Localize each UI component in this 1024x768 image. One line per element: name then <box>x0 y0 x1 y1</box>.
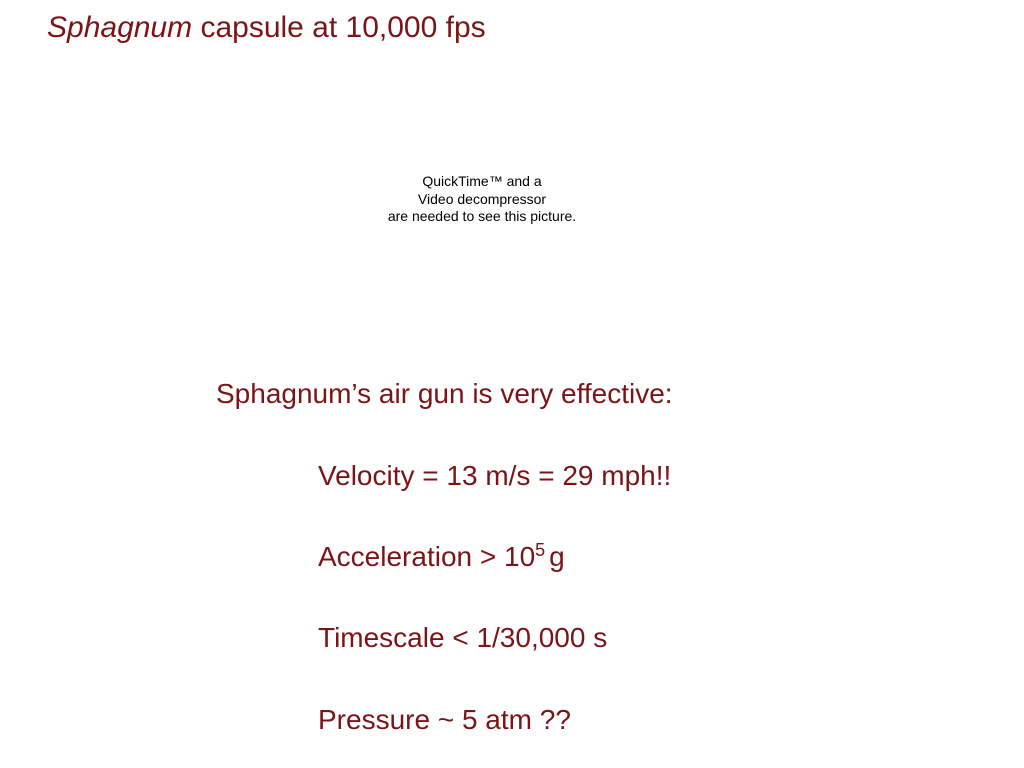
acceleration-fact <box>318 537 565 577</box>
quicktime-placeholder <box>332 173 632 226</box>
velocity-fact: Velocity = 13 m/s = 29 mph!! <box>318 460 672 491</box>
placeholder-line-2: Video decompressor <box>417 190 547 207</box>
slide-title <box>47 8 486 48</box>
placeholder-line-3: are needed to see this picture. <box>387 208 577 224</box>
pressure-fact: Pressure ~ 5 atm ?? <box>318 704 571 735</box>
title-italic-word: Sphagnum <box>47 11 193 44</box>
acceleration-unit: g <box>549 541 565 572</box>
air-gun-heading: Sphagnum’s air gun is very effective: <box>216 378 673 409</box>
timescale-fact: Timescale < 1/30,000 s <box>318 622 608 653</box>
acceleration-exponent: 5 <box>535 540 546 560</box>
placeholder-line-1: QuickTime™ and a <box>422 173 542 189</box>
acceleration-prefix: Acceleration > 10 <box>318 541 536 572</box>
title-rest: capsule at 10,000 fps <box>192 11 486 44</box>
